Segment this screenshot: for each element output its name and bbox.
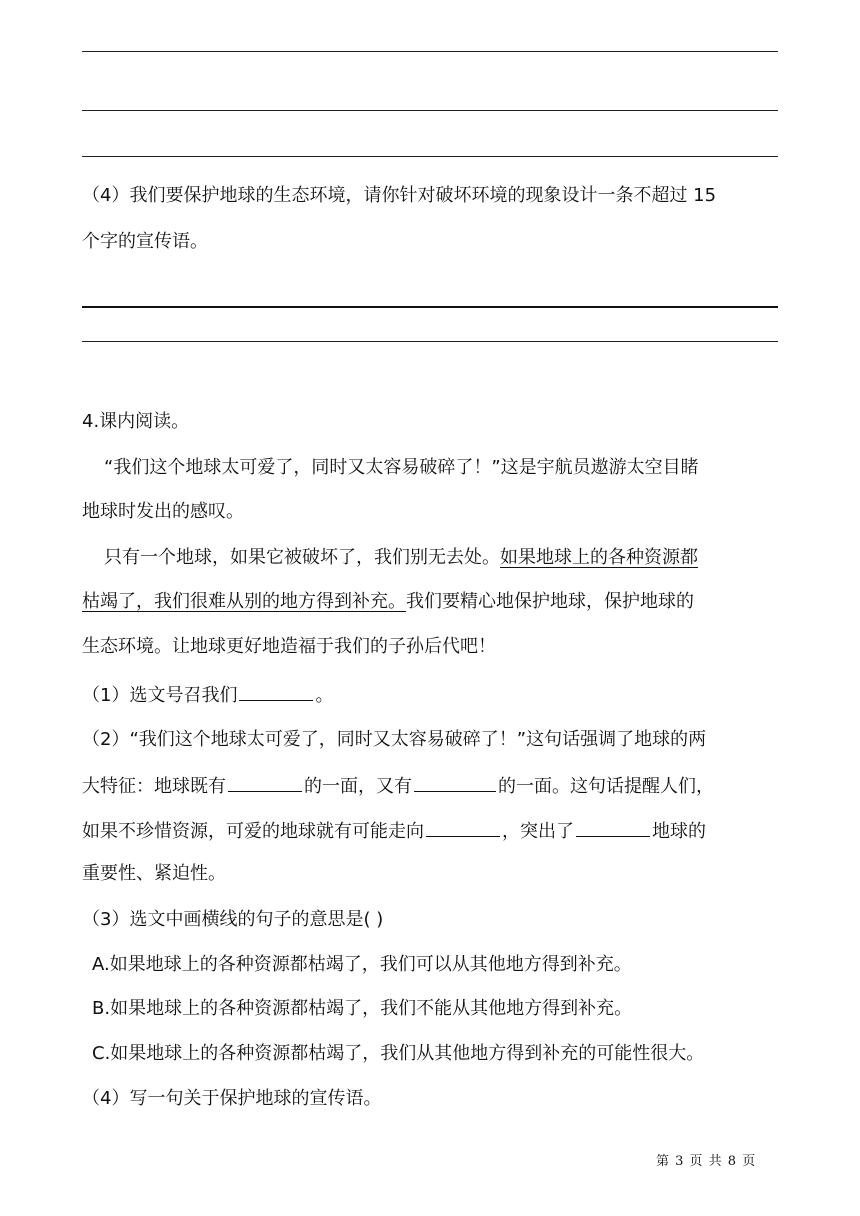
option-b[interactable]: B.如果地球上的各种资源都枯竭了，我们不能从其他地方得到补充。 <box>92 998 633 1019</box>
question-text: 。 <box>315 685 334 706</box>
question-4-prompt-cont: 个字的宣传语。 <box>82 231 208 252</box>
question-text: 的一面，又有 <box>304 776 412 797</box>
question-3: （3）选文中画横线的句子的意思是( ) <box>82 909 384 930</box>
fill-blank[interactable] <box>228 773 302 792</box>
underlined-sentence: 如果地球上的各种资源都 <box>500 547 698 568</box>
fill-blank[interactable] <box>576 818 650 837</box>
underlined-sentence: 枯竭了，我们很难从别的地方得到补充。 <box>82 591 406 612</box>
question-4: （4）写一句关于保护地球的宣传语。 <box>82 1088 382 1109</box>
passage-line <box>104 546 804 570</box>
question-text: 如果不珍惜资源，可爱的地球就有可能走向 <box>82 821 424 842</box>
question-text: （1）选文号召我们 <box>82 685 238 706</box>
page-footer: 第 3 页 共 8 页 <box>656 1154 757 1169</box>
passage-line: 地球时发出的感叹。 <box>82 501 244 522</box>
passage-line <box>82 590 782 614</box>
question-2: （2）“我们这个地球太可爱了，同时又太容易破碎了！”这句话强调了地球的两 <box>82 729 707 750</box>
passage-line: “我们这个地球太可爱了，同时又太容易破碎了！”这是宇航员遨游太空目睹 <box>104 457 699 478</box>
fill-blank[interactable] <box>426 818 500 837</box>
question-2-cont: 重要性、紧迫性。 <box>82 863 226 884</box>
fill-blank[interactable] <box>414 773 496 792</box>
fill-blank[interactable] <box>239 682 313 701</box>
question-text: 地球的 <box>652 821 706 842</box>
answer-line <box>82 156 778 157</box>
option-a[interactable]: A.如果地球上的各种资源都枯竭了，我们可以从其他地方得到补充。 <box>92 954 632 975</box>
question-2-cont <box>82 773 782 799</box>
question-1 <box>82 682 782 708</box>
question-text: ，突出了 <box>502 821 574 842</box>
option-c[interactable]: C.如果地球上的各种资源都枯竭了，我们从其他地方得到补充的可能性很大。 <box>92 1043 705 1064</box>
answer-line <box>82 110 778 111</box>
question-2-cont <box>82 818 782 844</box>
passage-text: 只有一个地球，如果它被破坏了，我们别无去处。 <box>104 547 500 568</box>
question-text: 大特征：地球既有 <box>82 776 226 797</box>
answer-line <box>82 341 778 342</box>
answer-line <box>82 51 778 52</box>
section-title: 4.课内阅读。 <box>82 411 190 432</box>
question-text: 的一面。这句话提醒人们， <box>498 776 714 797</box>
passage-line: 生态环境。让地球更好地造福于我们的子孙后代吧！ <box>82 636 496 657</box>
answer-line <box>82 306 778 308</box>
question-4-prompt: （4）我们要保护地球的生态环境，请你针对破坏环境的现象设计一条不超过 15 <box>82 185 717 206</box>
passage-text: 我们要精心地保护地球，保护地球的 <box>406 591 694 612</box>
